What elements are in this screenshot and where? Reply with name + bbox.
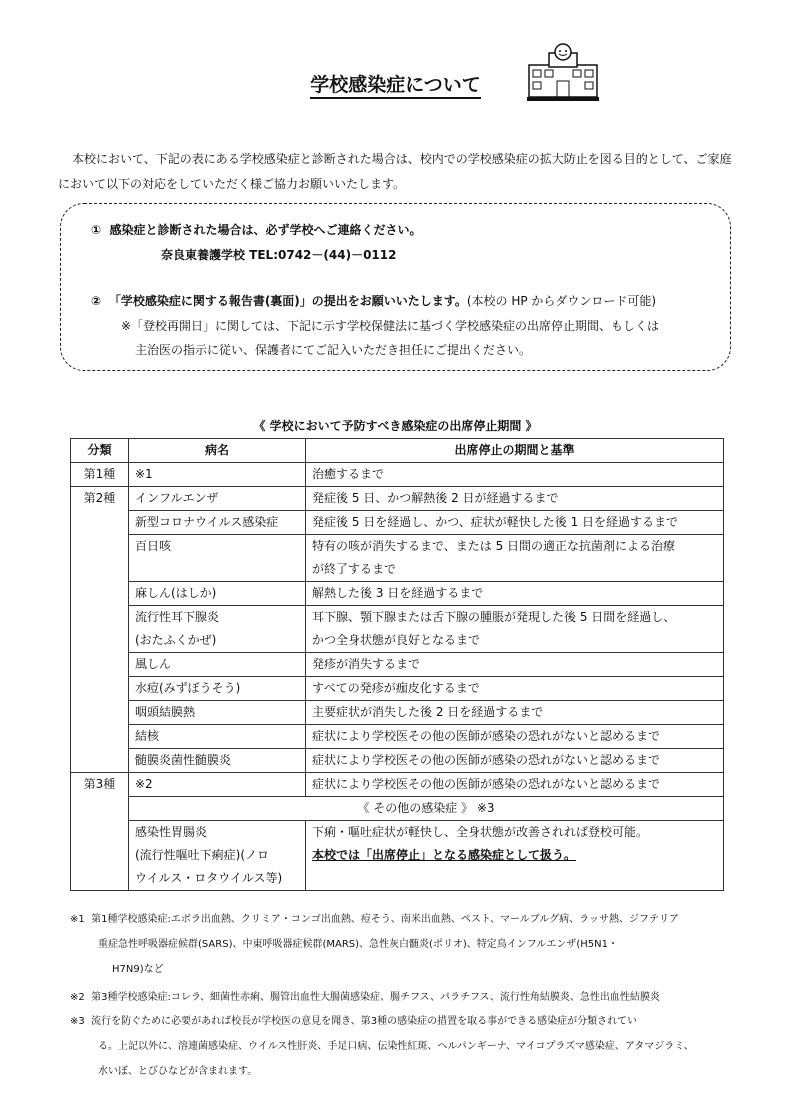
period-cell: 解熱した後 3 日を経過するまで	[306, 582, 724, 606]
period-cell: 発症後 5 日、かつ解熱後 2 日が経過するまで	[306, 487, 724, 511]
table-row	[71, 773, 724, 797]
table-row	[71, 821, 724, 891]
disease-cell: インフルエンザ	[129, 487, 306, 511]
table-row	[71, 535, 724, 582]
notice-item-2: ② 「学校感染症に関する報告書(裏面)」の提出をお願いいたします。(本校の HP からダウンロード可能)	[91, 294, 657, 308]
footnote-1-line-2: 重症急性呼吸器症候群(SARS)、中東呼吸器症候群(MARS)、急性灰白髄炎(ポリオ)、特定鳥インフルエンザ(H5N1・	[98, 939, 618, 950]
category-cell: 第2種	[71, 487, 129, 773]
table-row	[71, 725, 724, 749]
disease-cell: ※2	[129, 773, 306, 797]
period-cell: 治癒するまで	[306, 463, 724, 487]
period-cell: 症状により学校医その他の医師が感染の恐れがないと認めるまで	[306, 773, 724, 797]
table-row	[71, 653, 724, 677]
period-cell: 症状により学校医その他の医師が感染の恐れがないと認めるまで	[306, 749, 724, 773]
table-title: 《 学校において予防すべき感染症の出席停止期間 》	[253, 419, 538, 433]
header-period: 出席停止の期間と基準	[306, 439, 724, 463]
notice-item-2-sub1: ※「登校再開日」に関しては、下記に示す学校保健法に基づく学校感染症の出席停止期間、もしくは	[121, 319, 660, 333]
footnote-1: ※1 第1種学校感染症:エボラ出血熱、クリミア・コンゴ出血熱、痘そう、南米出血熱、ペスト、マールブルグ病、ラッサ熱、ジフテリア	[70, 914, 679, 925]
footnote-3-line-2: る。上記以外に、溶連菌感染症、ウイルス性肝炎、手足口病、伝染性紅斑、ヘルパンギーナ、マイコプラズマ感染症、アタマジラミ、	[98, 1041, 694, 1052]
table-row	[71, 463, 724, 487]
disease-cell: 流行性耳下腺炎 (おたふくかぜ)	[129, 606, 306, 653]
table-row	[71, 701, 724, 725]
period-cell: すべての発疹が痂皮化するまで	[306, 677, 724, 701]
attendance-suspension-table	[70, 438, 724, 891]
period-cell: 特有の咳が消失するまで、または 5 日間の適正な抗菌剤による治療 が終了するまで	[306, 535, 724, 582]
table-row	[71, 582, 724, 606]
disease-cell: 水痘(みずぼうそう)	[129, 677, 306, 701]
notice-item-1: ① 感染症と診断された場合は、必ず学校へご連絡ください。	[91, 223, 422, 237]
period-cell: 下痢・嘔吐症状が軽快し、全身状態が改善されれば登校可能。 本校では「出席停止」となる感染症として扱う。	[306, 821, 724, 891]
footnote-3: ※3 流行を防ぐために必要があれば校長が学校医の意見を聞き、第3種の感染症の措置を取る事ができる感染症が分類されてい	[70, 1016, 638, 1027]
footnote-2: ※2 第3種学校感染症:コレラ、細菌性赤痢、腸管出血性大腸菌感染症、腸チフス、パラチフス、流行性角結膜炎、急性出血性結膜炎	[70, 992, 660, 1003]
period-cell: 症状により学校医その他の医師が感染の恐れがないと認めるまで	[306, 725, 724, 749]
period-cell: 発症後 5 日を経過し、かつ、症状が軽快した後 1 日を経過するまで	[306, 511, 724, 535]
other-diseases-header-row	[71, 797, 724, 821]
table-row	[71, 511, 724, 535]
table-row	[71, 487, 724, 511]
disease-cell: 結核	[129, 725, 306, 749]
school-building-icon	[527, 43, 599, 103]
disease-cell: 麻しん(はしか)	[129, 582, 306, 606]
header-disease: 病名	[129, 439, 306, 463]
page-title: 学校感染症について	[0, 70, 791, 97]
header-category: 分類	[71, 439, 129, 463]
school-contact: 奈良東養護学校 TEL:0742－(44)－0112	[161, 248, 397, 262]
table-row	[71, 606, 724, 653]
disease-cell: 咽頭結膜熱	[129, 701, 306, 725]
disease-cell: 新型コロナウイルス感染症	[129, 511, 306, 535]
disease-cell: 風しん	[129, 653, 306, 677]
intro-paragraph: 本校において、下記の表にある学校感染症と診断された場合は、校内での学校感染症の拡大防止を図る目的として、ご家庭において以下の対応をしていただく様ご協力お願いいたします。	[58, 152, 732, 191]
other-diseases-header: 《 その他の感染症 》 ※3	[129, 797, 724, 821]
footnote-1-line-3: H7N9)など	[112, 964, 164, 975]
school-policy-note: 本校では「出席停止」となる感染症として扱う。	[312, 848, 577, 862]
period-cell: 主要症状が消失した後 2 日を経過するまで	[306, 701, 724, 725]
notice-item-2-sub2: 主治医の指示に従い、保護者にてご記入いただき担任にご提出ください。	[135, 343, 532, 357]
table-header-row	[71, 439, 724, 463]
disease-cell: 百日咳	[129, 535, 306, 582]
disease-cell: ※1	[129, 463, 306, 487]
period-cell: 発疹が消失するまで	[306, 653, 724, 677]
notice-box	[60, 203, 731, 371]
table-row	[71, 677, 724, 701]
disease-cell: 感染性胃腸炎 (流行性嘔吐下痢症)(ノロ ウイルス・ロタウイルス等)	[129, 821, 306, 891]
category-cell: 第3種	[71, 773, 129, 891]
category-cell: 第1種	[71, 463, 129, 487]
disease-cell: 髄膜炎菌性髄膜炎	[129, 749, 306, 773]
table-row	[71, 749, 724, 773]
footnote-3-line-3: 水いぼ、とびひなどが含まれます。	[98, 1066, 258, 1077]
period-cell: 耳下腺、顎下腺または舌下腺の腫脹が発現した後 5 日間を経過し、 かつ全身状態が良好となるまで	[306, 606, 724, 653]
